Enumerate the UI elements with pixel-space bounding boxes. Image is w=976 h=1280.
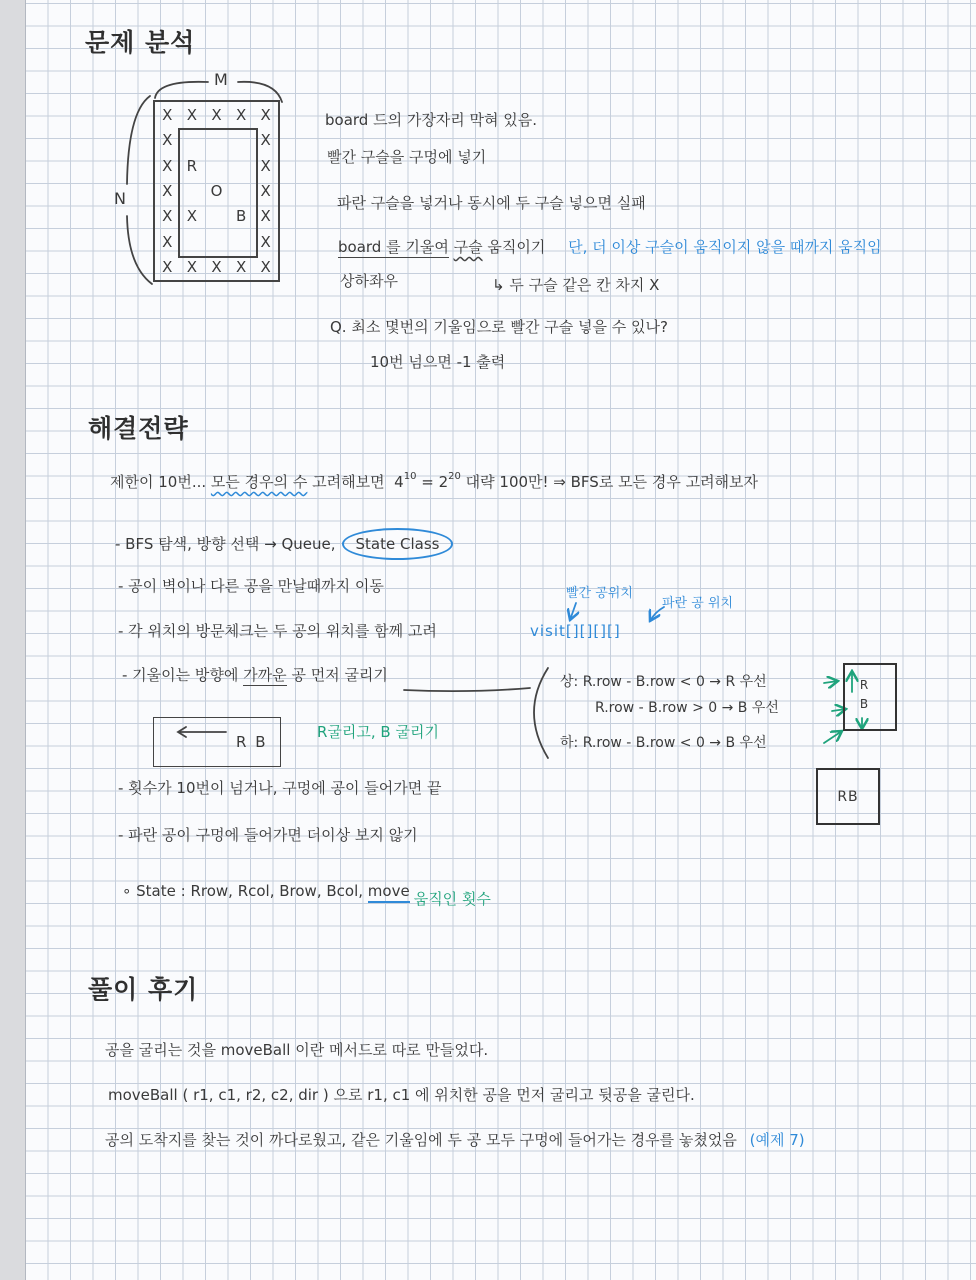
board-cell-empty xyxy=(229,153,254,178)
board-cell: X xyxy=(260,131,271,150)
board-cell: X xyxy=(162,207,173,226)
board-cell-empty xyxy=(180,229,205,254)
tilt-move: 움직이기 xyxy=(487,238,546,256)
board-height-label: N xyxy=(114,189,126,208)
board-cell-empty xyxy=(229,178,254,203)
board-cell-empty xyxy=(180,178,205,203)
tilt-condition: 단, 더 이상 구슬이 움직이지 않을 때까지 움직임 xyxy=(568,238,882,256)
board-cell: X xyxy=(211,105,222,124)
board-cell-empty xyxy=(204,127,229,152)
board-diagram xyxy=(153,100,280,282)
rule1-green-arrow xyxy=(824,681,838,683)
state-item xyxy=(122,881,491,908)
board-cell-empty xyxy=(180,127,205,152)
estimate-base1: 4 xyxy=(394,473,404,491)
review-line-3 xyxy=(105,1130,805,1150)
order-prefix: - 기울이는 방향에 xyxy=(122,666,239,684)
rule-up-1 xyxy=(560,672,767,692)
example-balls: R B xyxy=(236,733,268,751)
board-cell: X xyxy=(260,156,271,175)
board-cell: X xyxy=(186,258,198,277)
directions-note: 상하좌우 xyxy=(340,272,398,290)
side-example-box: RB xyxy=(816,768,880,825)
rule-expr: R.row - B.row < 0 → B 우선 xyxy=(582,735,767,751)
rule-down-1 xyxy=(560,733,767,753)
board-cell: B xyxy=(235,207,247,226)
board-cell: X xyxy=(260,258,271,277)
board-cell: X xyxy=(162,181,173,200)
section-title-review: 풀이 후기 xyxy=(88,975,199,1004)
blue-position-label: 파란 공 위치 xyxy=(662,596,734,611)
state-move-note: 움직인 횟수 xyxy=(413,890,491,908)
red-position-label: 빨간 공위치 xyxy=(566,586,633,601)
rule-label: 하: xyxy=(560,735,579,751)
visit-array: visit[][][][] xyxy=(530,622,621,640)
board-cell: X xyxy=(235,258,247,277)
board-cell: X xyxy=(260,207,271,226)
tilt-board: board 를 기울여 xyxy=(338,238,449,256)
board-cell-empty xyxy=(204,204,229,229)
estimate-all-cases: 모든 경우의 수 xyxy=(210,473,308,491)
board-cell: X xyxy=(162,156,173,175)
section-title-analysis: 문제 분석 xyxy=(85,28,196,57)
review-example-ref: (예제 7) xyxy=(749,1131,805,1149)
board-cell: X xyxy=(162,258,173,277)
estimate-prefix: 제한이 10번... xyxy=(110,473,207,491)
example-note: R굴리고, B 굴리기 xyxy=(317,723,439,741)
board-cell: X xyxy=(186,105,198,124)
board-cell-empty xyxy=(229,229,254,254)
rule-label: 상: xyxy=(560,674,579,690)
end-item: - 횟수가 10번이 넘거나, 구멍에 공이 들어가면 끝 xyxy=(118,779,442,797)
board-cell: X xyxy=(260,232,271,251)
n-brace-bottom xyxy=(127,216,152,284)
example-box xyxy=(153,717,281,767)
limit-note: 10번 넘으면 -1 출력 xyxy=(370,353,506,371)
m-brace-right xyxy=(238,82,282,102)
state-fields: ∘ State : Rrow, Rcol, Brow, Bcol, xyxy=(122,882,364,900)
bfs-item xyxy=(115,528,453,560)
skip-item: - 파란 공이 구멍에 들어가면 더이상 보지 않기 xyxy=(118,826,418,844)
order-item xyxy=(122,665,388,685)
red-position-arrow xyxy=(570,603,576,620)
vbox-blue-ball: B xyxy=(859,697,869,711)
board-cell: X xyxy=(162,131,173,150)
vbox-red-ball: R xyxy=(859,678,869,692)
estimate-exp1: 10 xyxy=(403,471,417,482)
edge-note: board 드의 가장자리 막혀 있음. xyxy=(325,111,538,129)
tilt-marble: 구슬 xyxy=(453,238,483,256)
board-cell-empty xyxy=(229,127,254,152)
order-suffix: 공 먼저 굴리기 xyxy=(291,666,388,684)
tilt-note xyxy=(338,237,882,257)
bfs-text: - BFS 탐색, 방향 선택 → Queue, xyxy=(115,535,336,553)
estimate-line xyxy=(110,472,758,492)
m-brace-left xyxy=(155,82,208,98)
order-connector-line xyxy=(404,688,530,691)
goal-note: 빨간 구슬을 구멍에 넣기 xyxy=(327,148,487,166)
question: Q. 최소 몇번의 기울임으로 빨간 구슬 넣을 수 있나? xyxy=(330,318,668,336)
visit-item: - 각 위치의 방문체크는 두 공의 위치를 함께 고려 xyxy=(118,622,437,640)
state-class-circled: State Class xyxy=(342,528,454,560)
board-cell: X xyxy=(235,105,247,124)
same-cell-note: ↳ 두 구슬 같은 칸 차지 X xyxy=(492,276,660,294)
roll-item: - 공이 벽이나 다른 공을 만날때까지 이동 xyxy=(118,577,384,595)
board-cell: R xyxy=(186,156,198,175)
review-line-3-text: 공의 도착지를 찾는 것이 까다로웠고, 같은 기울임에 두 공 모두 구멍에 들어가는 경우를 놓쳤었음 xyxy=(105,1131,737,1149)
board-cell: X xyxy=(260,105,271,124)
estimate-exp2: 20 xyxy=(448,471,461,482)
estimate-consider: 고려해보면 xyxy=(312,473,385,491)
board-cell: X xyxy=(260,181,271,200)
board-cell: X xyxy=(162,232,173,251)
board-width-label: M xyxy=(214,70,228,89)
board-cell: O xyxy=(210,181,223,200)
fail-note: 파란 구슬을 넣거나 동시에 두 구슬 넣으면 실패 xyxy=(337,194,646,212)
rule-up-2 xyxy=(595,698,779,718)
rules-bracket xyxy=(534,668,548,758)
board-cell-empty xyxy=(204,153,229,178)
n-brace-top xyxy=(127,96,150,184)
vertical-example-box xyxy=(843,663,897,731)
estimate-suffix: 대략 100만! ⇒ BFS로 모든 경우 고려해보자 xyxy=(465,473,759,491)
rule-expr: R.row - B.row < 0 → R 우선 xyxy=(582,674,767,690)
estimate-base2: 2 xyxy=(438,473,449,491)
order-near: 가까운 xyxy=(243,666,287,684)
board-cell: X xyxy=(211,258,222,277)
page-margin xyxy=(0,0,26,1280)
state-move: move xyxy=(368,882,410,903)
review-line-1: 공을 굴리는 것을 moveBall 이란 메서드로 따로 만들었다. xyxy=(105,1041,489,1059)
board-cell: X xyxy=(186,207,198,226)
section-title-strategy: 해결전략 xyxy=(88,414,189,443)
board-cell-empty xyxy=(204,229,229,254)
rule3-green-arrow xyxy=(824,731,842,743)
board-cell: X xyxy=(162,105,173,124)
estimate-equals: = xyxy=(421,473,434,491)
review-line-2: moveBall ( r1, c1, r2, c2, dir ) 으로 r1, c1 에 위치한 공을 먼저 굴리고 뒷공을 굴린다. xyxy=(108,1086,695,1104)
board-cells xyxy=(155,102,278,280)
rule-expr: R.row - B.row > 0 → B 우선 xyxy=(595,700,779,716)
